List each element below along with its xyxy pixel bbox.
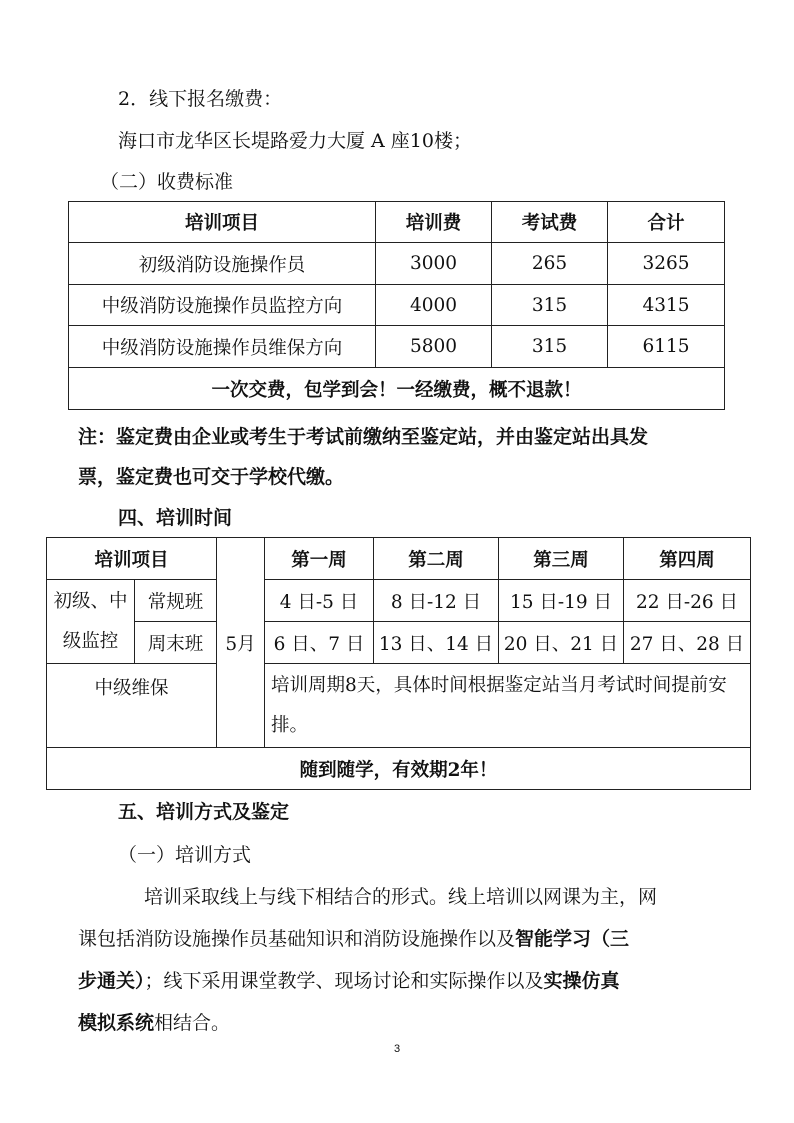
- schedule-cell: 4 日-5 日: [265, 580, 374, 622]
- training-method-subtitle: （一）培训方式: [118, 844, 252, 866]
- fee-cell: 6115: [608, 326, 725, 368]
- maintenance-desc: 培训周期8天，具体时间根据鉴定站当月考试时间提前安排。: [265, 664, 751, 748]
- note-line-2: 票，鉴定费也可交于学校代缴。: [78, 466, 345, 488]
- schedule-cell: 27 日、28 日: [624, 622, 751, 664]
- schedule-cell: 6 日、7 日: [265, 622, 374, 664]
- week-header: 第四周: [624, 538, 751, 580]
- para-line-2: [78, 918, 720, 960]
- fee-cell: 3265: [608, 243, 725, 285]
- fee-header-total: 合计: [608, 202, 725, 243]
- fee-cell: 315: [492, 326, 608, 368]
- fee-header-exam: 考试费: [492, 202, 608, 243]
- table-row: [47, 622, 751, 664]
- address-line: 海口市龙华区长堤路爱力大厦 A 座10楼；: [118, 130, 472, 152]
- fee-cell: 265: [492, 243, 608, 285]
- fee-summary-row: [69, 368, 725, 410]
- fee-table-header-row: [69, 202, 725, 243]
- para-bold-text: 实操仿真: [543, 970, 620, 992]
- schedule-month: 5月: [217, 538, 265, 748]
- schedule-cell: 22 日-26 日: [624, 580, 751, 622]
- week-header: 第二周: [374, 538, 499, 580]
- fee-header-training: 培训费: [376, 202, 492, 243]
- schedule-summary: 随到随学，有效期2年！: [47, 748, 751, 790]
- offline-registration-line: 2．线下报名缴费：: [118, 88, 283, 110]
- fee-table: [68, 201, 725, 410]
- schedule-table: [46, 537, 751, 790]
- fee-cell: 5800: [376, 326, 492, 368]
- section5-title: 五、培训方式及鉴定: [118, 801, 290, 823]
- fee-summary: 一次交费，包学到会！一经缴费，概不退款！: [69, 368, 725, 410]
- fee-cell: 中级消防设施操作员维保方向: [69, 326, 376, 368]
- fee-cell: 3000: [376, 243, 492, 285]
- week-header: 第一周: [265, 538, 374, 580]
- table-row: [47, 664, 751, 748]
- schedule-cell: 20 日、21 日: [499, 622, 624, 664]
- section4-title: 四、培训时间: [118, 507, 233, 529]
- fee-cell: 中级消防设施操作员监控方向: [69, 285, 376, 326]
- schedule-cell: 15 日-19 日: [499, 580, 624, 622]
- para-line-4: [78, 1002, 720, 1044]
- para-text: 相结合。: [154, 1012, 231, 1034]
- page-number: 3: [393, 1043, 401, 1055]
- para-bold-text: 智能学习（三: [515, 928, 630, 950]
- table-row: [69, 285, 725, 326]
- fee-header-project: 培训项目: [69, 202, 376, 243]
- fee-standard-heading: （二）收费标准: [100, 171, 234, 193]
- para-line-1: 培训采取线上与线下相结合的形式。线上培训以网课为主，网: [144, 886, 658, 908]
- schedule-cell: 8 日-12 日: [374, 580, 499, 622]
- para-bold-text: 模拟系统: [78, 1012, 155, 1034]
- regular-class-label: 常规班: [135, 580, 217, 622]
- para-text: ；线下采用课堂教学、现场讨论和实际操作以及: [144, 970, 544, 992]
- fee-cell: 4315: [608, 285, 725, 326]
- para-text: 课包括消防设施操作员基础知识和消防设施操作以及: [78, 928, 516, 950]
- fee-cell: 4000: [376, 285, 492, 326]
- note-line-1: 注：鉴定费由企业或考生于考试前缴纳至鉴定站，并由鉴定站出具发: [78, 426, 649, 448]
- para-line-3: [78, 960, 720, 1002]
- maintenance-label: 中级维保: [47, 664, 217, 748]
- training-method-paragraph: [78, 876, 720, 1044]
- para-bold-text: 步通关）: [78, 970, 145, 992]
- fee-cell: 315: [492, 285, 608, 326]
- table-row: [47, 580, 751, 622]
- schedule-summary-row: [47, 748, 751, 790]
- schedule-group-label: 初级、中级监控: [47, 580, 135, 664]
- schedule-header-row: [47, 538, 751, 580]
- fee-cell: 初级消防设施操作员: [69, 243, 376, 285]
- weekend-class-label: 周末班: [135, 622, 217, 664]
- week-header: 第三周: [499, 538, 624, 580]
- schedule-header-project: 培训项目: [47, 538, 217, 580]
- table-row: [69, 326, 725, 368]
- schedule-cell: 13 日、14 日: [374, 622, 499, 664]
- table-row: [69, 243, 725, 285]
